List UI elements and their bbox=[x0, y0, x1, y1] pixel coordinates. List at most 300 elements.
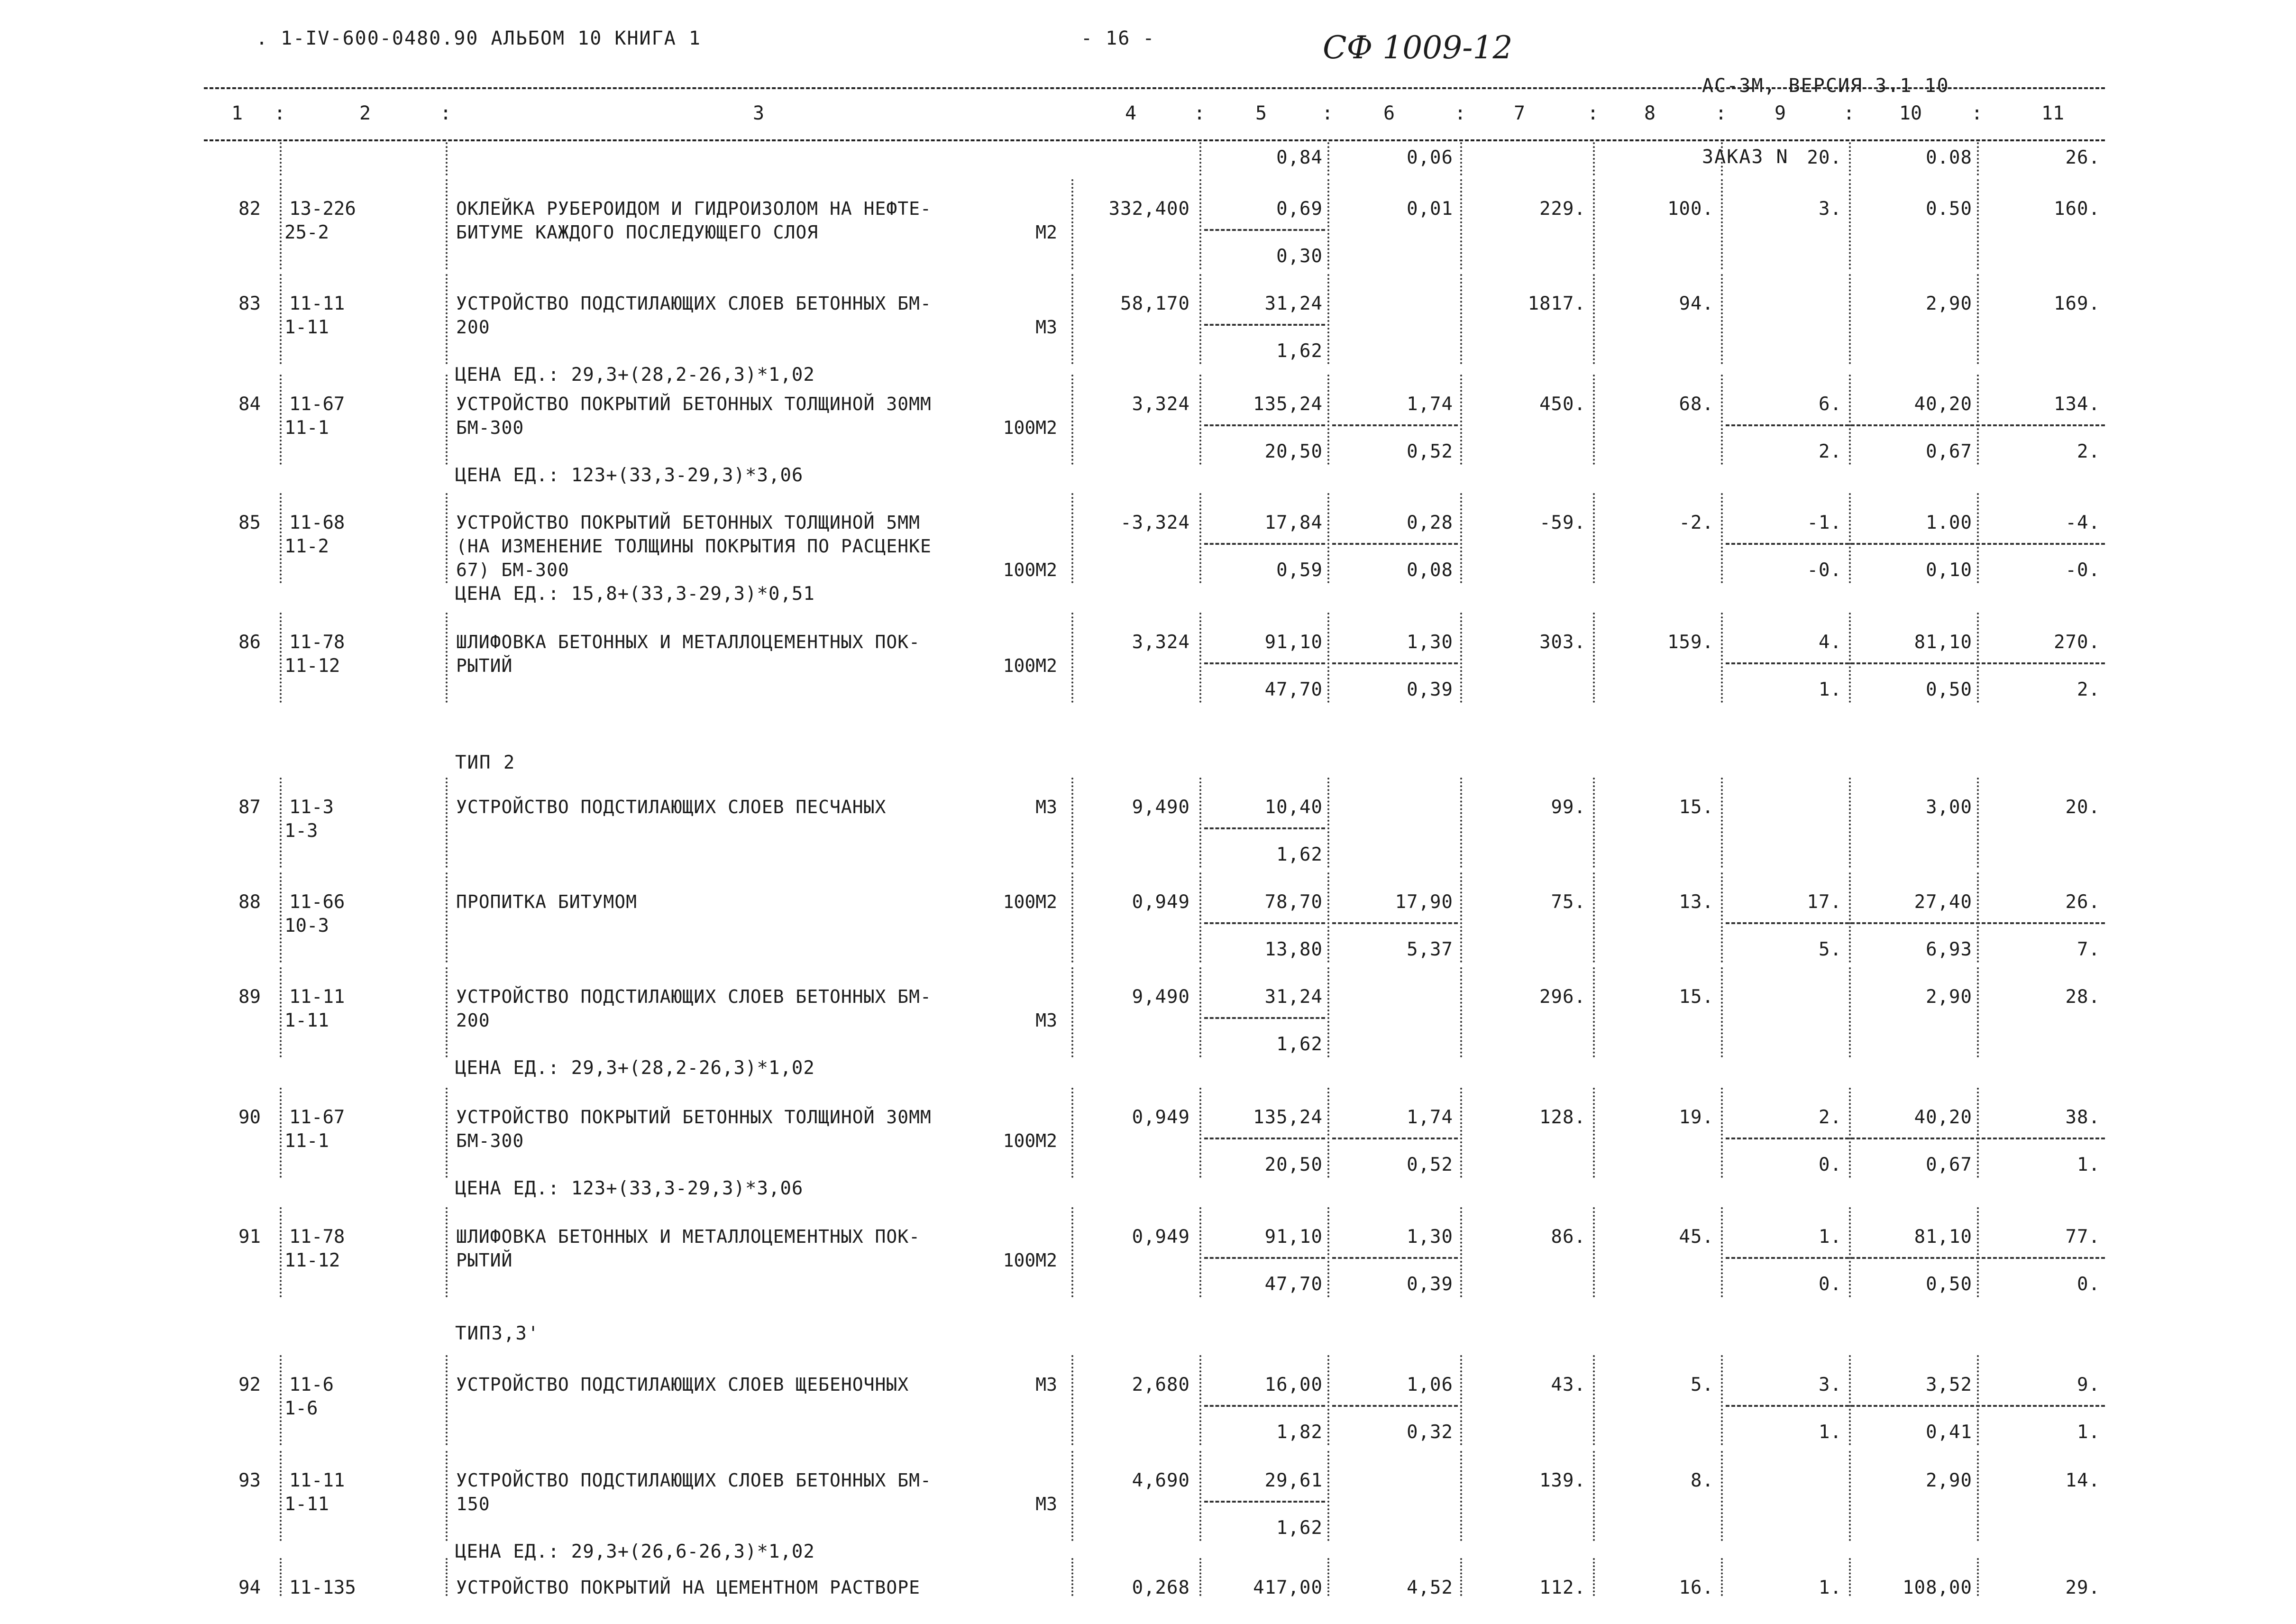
norm-code: 11-78 bbox=[289, 1226, 345, 1248]
column-separator bbox=[1849, 613, 1851, 703]
cell-divider bbox=[1332, 424, 1458, 426]
unit-cost-wage-cell: 1,82 bbox=[1276, 1422, 1323, 1443]
machine-wage-cell: 0,52 bbox=[1407, 441, 1453, 462]
unit-cost-wage-cell: 1,62 bbox=[1276, 340, 1323, 362]
quantity-cell: 0,268 bbox=[1132, 1577, 1190, 1598]
cell-divider bbox=[1726, 424, 2105, 426]
norm-code: 11-66 bbox=[289, 891, 345, 913]
norm-subcode: 1-11 bbox=[284, 1010, 329, 1031]
column-separator bbox=[1199, 1558, 1201, 1596]
column-separator bbox=[1071, 967, 1073, 1057]
column-separator bbox=[1849, 142, 1851, 175]
column-number: 11 bbox=[2041, 102, 2065, 124]
work-description-line: ШЛИФОВКА БЕТОННЫХ И МЕТАЛЛОЦЕМЕНТНЫХ ПОК- bbox=[456, 1226, 920, 1247]
column-number-separator: : bbox=[1971, 102, 1983, 124]
cell-divider bbox=[1204, 1138, 1325, 1139]
column-separator bbox=[1593, 493, 1595, 583]
column-separator bbox=[1849, 1355, 1851, 1445]
machine-total-cell: 6. bbox=[1819, 394, 1842, 415]
machine-cost-cell: 0,01 bbox=[1407, 198, 1453, 220]
unit-of-measure: М3 bbox=[1035, 1010, 1057, 1031]
norm-subcode: 11-2 bbox=[284, 536, 329, 557]
column-separator bbox=[280, 1451, 282, 1541]
column-separator bbox=[1721, 142, 1723, 175]
wage-total-cell: 68. bbox=[1679, 394, 1714, 415]
row-number: 90 bbox=[238, 1107, 261, 1128]
total-cost-cell: 1817. bbox=[1528, 293, 1586, 314]
wage-total-cell: 16. bbox=[1679, 1577, 1714, 1598]
norm-subcode: 11-12 bbox=[284, 655, 340, 677]
quantity-cell: 0,949 bbox=[1132, 1107, 1190, 1128]
work-description-line: ШЛИФОВКА БЕТОННЫХ И МЕТАЛЛОЦЕМЕНТНЫХ ПОК- bbox=[456, 632, 920, 652]
unit-cost-cell: 10,40 bbox=[1264, 797, 1323, 818]
column-separator bbox=[1199, 1207, 1201, 1297]
cell-divider bbox=[1726, 1405, 2105, 1407]
work-description-line: УСТРОЙСТВО ПОДСТИЛАЮЩИХ СЛОЕВ БЕТОННЫХ БМ- bbox=[456, 293, 932, 314]
column-separator bbox=[1849, 375, 1851, 465]
column-separator bbox=[1721, 967, 1723, 1057]
column-separator bbox=[1327, 1355, 1329, 1445]
machine-cost-cell: 1,06 bbox=[1407, 1374, 1453, 1395]
column-number-separator: : bbox=[274, 102, 286, 124]
labor-unit-machine-cell: 0,41 bbox=[1926, 1422, 1972, 1443]
norm-code: 11-11 bbox=[289, 293, 345, 314]
column-separator bbox=[1721, 613, 1723, 703]
labor-total-cell: 14. bbox=[2065, 1470, 2100, 1491]
labor-unit-cell: 2,90 bbox=[1926, 293, 1972, 314]
column-number: 2 bbox=[359, 102, 371, 124]
column-separator bbox=[1460, 1355, 1462, 1445]
cell-divider bbox=[1332, 1257, 1458, 1259]
quantity-cell: -3,324 bbox=[1120, 512, 1190, 533]
row-number: 86 bbox=[238, 632, 261, 653]
norm-code: 11-3 bbox=[289, 797, 334, 818]
total-cost-cell: 229. bbox=[1539, 198, 1586, 220]
work-description-line: УСТРОЙСТВО ПОДСТИЛАЮЩИХ СЛОЕВ ЩЕБЕНОЧНЫХ bbox=[456, 1374, 909, 1395]
labor-unit-cell: 2,90 bbox=[1926, 1470, 1972, 1491]
quantity-cell: 0,949 bbox=[1132, 891, 1190, 913]
column-separator bbox=[1327, 778, 1329, 868]
quantity-cell: 3,324 bbox=[1132, 632, 1190, 653]
total-cost-cell: 296. bbox=[1539, 986, 1586, 1008]
labor-total-cell: 77. bbox=[2065, 1226, 2100, 1248]
column-separator bbox=[1071, 493, 1073, 583]
unit-cost-cell: 135,24 bbox=[1253, 1107, 1323, 1128]
machine-cost-cell: 0,28 bbox=[1407, 512, 1453, 533]
wage-total-cell: 5. bbox=[1691, 1374, 1714, 1395]
norm-code: 11-11 bbox=[289, 986, 345, 1008]
column-number: 8 bbox=[1644, 102, 1656, 124]
column-separator bbox=[1071, 179, 1073, 269]
labor-unit-machine-cell: 0,67 bbox=[1926, 1154, 1972, 1175]
column-separator bbox=[1071, 1355, 1073, 1445]
labor-total-machine-cell: 2. bbox=[2077, 679, 2100, 700]
total-cost-cell: 303. bbox=[1539, 632, 1586, 653]
unit-cost-cell: 135,24 bbox=[1253, 394, 1323, 415]
column-separator bbox=[1849, 274, 1851, 364]
column-separator bbox=[1977, 613, 1979, 703]
norm-code: 11-135 bbox=[289, 1577, 356, 1598]
total-cost-cell: 75. bbox=[1551, 891, 1586, 913]
cell-divider bbox=[1204, 543, 1325, 545]
wage-total-cell: 19. bbox=[1679, 1107, 1714, 1128]
column-separator bbox=[1849, 1207, 1851, 1297]
column-separator bbox=[1593, 778, 1595, 868]
column-separator bbox=[1071, 274, 1073, 364]
column-separator bbox=[1071, 613, 1073, 703]
column-separator bbox=[1199, 142, 1201, 175]
unit-cost-cell: 91,10 bbox=[1264, 632, 1323, 653]
column-separator bbox=[1199, 967, 1201, 1057]
cell-divider bbox=[1332, 662, 1458, 664]
wage-total-cell: 159. bbox=[1667, 632, 1714, 653]
cell-divider bbox=[1332, 1405, 1458, 1407]
work-description-line: УСТРОЙСТВО ПОКРЫТИЙ НА ЦЕМЕНТНОМ РАСТВОРЕ bbox=[456, 1577, 920, 1598]
column-number: 10 bbox=[1899, 102, 1922, 124]
labor-unit-machine-cell: 0,50 bbox=[1926, 679, 1972, 700]
labor-unit-cell: 3,00 bbox=[1926, 797, 1972, 818]
work-description-line: УСТРОЙСТВО ПОКРЫТИЙ БЕТОННЫХ ТОЛЩИНОЙ 5ММ bbox=[456, 512, 920, 533]
quantity-cell: 9,490 bbox=[1132, 986, 1190, 1008]
labor-total-cell: 20. bbox=[2065, 797, 2100, 818]
column-separator bbox=[446, 872, 448, 963]
column-number-separator: : bbox=[439, 102, 452, 124]
machine-wage-cell: 0,32 bbox=[1407, 1422, 1453, 1443]
labor-unit-cell: 2,90 bbox=[1926, 986, 1972, 1008]
labor-total-cell: 28. bbox=[2065, 986, 2100, 1008]
column-separator bbox=[280, 274, 282, 364]
norm-code: 11-6 bbox=[289, 1374, 334, 1395]
carryover-c9: 20. bbox=[1807, 147, 1842, 168]
column-separator bbox=[1977, 179, 1979, 269]
column-separator bbox=[1327, 872, 1329, 963]
machine-total-cell: 1. bbox=[1819, 1577, 1842, 1598]
column-separator bbox=[1977, 967, 1979, 1057]
labor-unit-cell: 3,52 bbox=[1926, 1374, 1972, 1395]
unit-of-measure: 100М2 bbox=[1003, 1130, 1057, 1151]
column-separator bbox=[1593, 613, 1595, 703]
cell-divider bbox=[1726, 543, 2105, 545]
unit-cost-cell: 31,24 bbox=[1264, 986, 1323, 1008]
column-number: 3 bbox=[752, 102, 765, 124]
total-cost-cell: 128. bbox=[1539, 1107, 1586, 1128]
norm-subcode: 1-3 bbox=[284, 820, 318, 842]
column-separator bbox=[1460, 967, 1462, 1057]
labor-total-cell: 9. bbox=[2077, 1374, 2100, 1395]
column-separator bbox=[280, 1088, 282, 1178]
machine-total-wage-cell: -0. bbox=[1807, 560, 1842, 581]
column-separator bbox=[1721, 1207, 1723, 1297]
wage-total-cell: 8. bbox=[1691, 1470, 1714, 1491]
column-separator bbox=[1593, 274, 1595, 364]
work-description-line: УСТРОЙСТВО ПОКРЫТИЙ БЕТОННЫХ ТОЛЩИНОЙ 30ММ bbox=[456, 394, 932, 414]
wage-total-cell: 94. bbox=[1679, 293, 1714, 314]
column-separator bbox=[1721, 1088, 1723, 1178]
labor-total-cell: 29. bbox=[2065, 1577, 2100, 1598]
column-number-separator: : bbox=[1587, 102, 1599, 124]
quantity-cell: 3,324 bbox=[1132, 394, 1190, 415]
column-separator bbox=[1849, 967, 1851, 1057]
unit-cost-wage-cell: 20,50 bbox=[1264, 1154, 1323, 1175]
column-separator bbox=[280, 967, 282, 1057]
labor-total-cell: 26. bbox=[2065, 891, 2100, 913]
column-separator bbox=[1977, 778, 1979, 868]
labor-total-cell: -4. bbox=[2065, 512, 2100, 533]
column-separator bbox=[1460, 1207, 1462, 1297]
column-separator bbox=[1071, 1558, 1073, 1596]
labor-total-machine-cell: 0. bbox=[2077, 1274, 2100, 1295]
column-separator bbox=[1721, 493, 1723, 583]
norm-code: 13-226 bbox=[289, 198, 356, 220]
column-separator bbox=[1199, 613, 1201, 703]
machine-wage-cell: 0,39 bbox=[1407, 679, 1453, 700]
unit-price-formula: ЦЕНА ЕД.: 29,3+(28,2-26,3)*1,02 bbox=[455, 364, 815, 385]
unit-of-measure: 100М2 bbox=[1003, 1250, 1057, 1271]
unit-cost-cell: 78,70 bbox=[1264, 891, 1323, 913]
column-separator bbox=[1721, 1355, 1723, 1445]
labor-total-cell: 160. bbox=[2054, 198, 2100, 220]
column-separator bbox=[446, 375, 448, 465]
row-number: 94 bbox=[238, 1577, 261, 1598]
unit-cost-cell: 0,69 bbox=[1276, 198, 1323, 220]
norm-code: 11-67 bbox=[289, 394, 345, 415]
unit-cost-cell: 29,61 bbox=[1264, 1470, 1323, 1491]
unit-cost-cell: 417,00 bbox=[1253, 1577, 1323, 1598]
column-separator bbox=[1199, 872, 1201, 963]
norm-code: 11-68 bbox=[289, 512, 345, 533]
machine-wage-cell: 5,37 bbox=[1407, 939, 1453, 960]
quantity-cell: 332,400 bbox=[1108, 198, 1190, 220]
column-separator bbox=[1460, 179, 1462, 269]
carryover-c11: 26. bbox=[2065, 147, 2100, 168]
column-separator bbox=[1071, 872, 1073, 963]
column-separator bbox=[1721, 1451, 1723, 1541]
machine-total-cell: 3. bbox=[1819, 198, 1842, 220]
column-separator bbox=[1327, 1558, 1329, 1596]
norm-subcode: 11-12 bbox=[284, 1250, 340, 1271]
labor-total-cell: 270. bbox=[2054, 632, 2100, 653]
machine-cost-cell: 1,30 bbox=[1407, 632, 1453, 653]
column-separator bbox=[1460, 142, 1462, 175]
unit-cost-wage-cell: 47,70 bbox=[1264, 679, 1323, 700]
norm-code: 11-78 bbox=[289, 632, 345, 653]
machine-total-cell: 3. bbox=[1819, 1374, 1842, 1395]
column-separator bbox=[1460, 1451, 1462, 1541]
column-separator bbox=[280, 142, 282, 175]
unit-of-measure: 100М2 bbox=[1003, 655, 1057, 676]
work-description-line: УСТРОЙСТВО ПОДСТИЛАЮЩИХ СЛОЕВ ПЕСЧАНЫХ bbox=[456, 797, 887, 817]
total-cost-cell: 43. bbox=[1551, 1374, 1586, 1395]
column-separator bbox=[1199, 1451, 1201, 1541]
norm-subcode: 10-3 bbox=[284, 915, 329, 936]
labor-unit-machine-cell: 0,67 bbox=[1926, 441, 1972, 462]
machine-wage-cell: 0,39 bbox=[1407, 1274, 1453, 1295]
column-separator bbox=[446, 613, 448, 703]
norm-code: 11-67 bbox=[289, 1107, 345, 1128]
column-separator bbox=[446, 1451, 448, 1541]
row-number: 89 bbox=[238, 986, 261, 1008]
column-separator bbox=[446, 179, 448, 269]
work-description-line: ОКЛЕЙКА РУБЕРОИДОМ И ГИДРОИЗОЛОМ НА НЕФТЕ- bbox=[456, 198, 932, 219]
column-separator bbox=[1721, 872, 1723, 963]
machine-total-wage-cell: 1. bbox=[1819, 1422, 1842, 1443]
column-separator bbox=[1460, 613, 1462, 703]
column-separator bbox=[446, 142, 448, 175]
column-separator bbox=[280, 778, 282, 868]
header-rule-top bbox=[204, 87, 2105, 89]
column-separator bbox=[1721, 375, 1723, 465]
labor-unit-machine-cell: 6,93 bbox=[1926, 939, 1972, 960]
machine-total-wage-cell: 0. bbox=[1819, 1154, 1842, 1175]
column-separator bbox=[446, 967, 448, 1057]
column-separator bbox=[1977, 1088, 1979, 1178]
cell-divider bbox=[1204, 424, 1325, 426]
column-number: 7 bbox=[1513, 102, 1526, 124]
column-separator bbox=[280, 613, 282, 703]
labor-unit-cell: 1.00 bbox=[1926, 512, 1972, 533]
column-separator bbox=[1460, 1088, 1462, 1178]
wage-total-cell: 15. bbox=[1679, 797, 1714, 818]
cell-divider bbox=[1332, 1138, 1458, 1139]
quantity-cell: 9,490 bbox=[1132, 797, 1190, 818]
column-separator bbox=[1199, 1355, 1201, 1445]
work-description-line: ПРОПИТКА БИТУМОМ bbox=[456, 891, 638, 912]
norm-code: 11-11 bbox=[289, 1470, 345, 1491]
column-separator bbox=[446, 1088, 448, 1178]
total-cost-cell: 99. bbox=[1551, 797, 1586, 818]
column-number: 4 bbox=[1125, 102, 1137, 124]
document-reference: . 1-IV-600-0480.90 АЛЬБОМ 10 КНИГА 1 bbox=[256, 28, 701, 49]
unit-of-measure: 100М2 bbox=[1003, 891, 1057, 912]
work-description-line: 150 bbox=[456, 1494, 490, 1514]
column-separator bbox=[1199, 493, 1201, 583]
labor-unit-cell: 27,40 bbox=[1914, 891, 1972, 913]
quantity-cell: 4,690 bbox=[1132, 1470, 1190, 1491]
column-separator bbox=[446, 1207, 448, 1297]
column-separator bbox=[1593, 375, 1595, 465]
labor-total-machine-cell: -0. bbox=[2065, 560, 2100, 581]
column-separator bbox=[1977, 274, 1979, 364]
norm-subcode: 11-1 bbox=[284, 1130, 329, 1152]
column-separator bbox=[1593, 1558, 1595, 1596]
machine-cost-cell: 4,52 bbox=[1407, 1577, 1453, 1598]
page-number: - 16 - bbox=[1081, 28, 1155, 49]
labor-total-cell: 134. bbox=[2054, 394, 2100, 415]
labor-total-cell: 38. bbox=[2065, 1107, 2100, 1128]
column-separator bbox=[1327, 274, 1329, 364]
column-separator bbox=[1199, 274, 1201, 364]
unit-of-measure: М3 bbox=[1035, 1374, 1057, 1395]
column-separator bbox=[1327, 142, 1329, 175]
machine-total-wage-cell: 2. bbox=[1819, 441, 1842, 462]
cell-divider bbox=[1726, 1138, 2105, 1139]
column-number: 1 bbox=[231, 102, 243, 124]
cell-divider bbox=[1204, 1257, 1325, 1259]
norm-subcode: 25-2 bbox=[284, 222, 329, 243]
column-separator bbox=[1071, 375, 1073, 465]
column-separator bbox=[1593, 1451, 1595, 1541]
cell-divider bbox=[1726, 922, 2105, 924]
column-separator bbox=[1977, 375, 1979, 465]
unit-cost-cell: 31,24 bbox=[1264, 293, 1323, 314]
machine-cost-cell: 17,90 bbox=[1395, 891, 1453, 913]
cell-divider bbox=[1204, 324, 1325, 326]
row-number: 88 bbox=[238, 891, 261, 913]
column-separator bbox=[446, 1355, 448, 1445]
column-separator bbox=[1327, 1451, 1329, 1541]
column-separator bbox=[1460, 493, 1462, 583]
work-description-line: УСТРОЙСТВО ПОДСТИЛАЮЩИХ СЛОЕВ БЕТОННЫХ БМ- bbox=[456, 986, 932, 1007]
labor-total-machine-cell: 1. bbox=[2077, 1154, 2100, 1175]
column-separator bbox=[1721, 1558, 1723, 1596]
column-separator bbox=[1977, 1558, 1979, 1596]
machine-total-cell: 1. bbox=[1819, 1226, 1842, 1248]
total-cost-cell: 450. bbox=[1539, 394, 1586, 415]
column-separator bbox=[1199, 778, 1201, 868]
machine-cost-cell: 1,74 bbox=[1407, 1107, 1453, 1128]
column-separator bbox=[1721, 778, 1723, 868]
unit-price-formula: ЦЕНА ЕД.: 123+(33,3-29,3)*3,06 bbox=[455, 1178, 804, 1199]
work-description-line: 200 bbox=[456, 1010, 490, 1031]
column-separator bbox=[1071, 778, 1073, 868]
column-separator bbox=[1460, 375, 1462, 465]
work-description-line: УСТРОЙСТВО ПОКРЫТИЙ БЕТОННЫХ ТОЛЩИНОЙ 30ММ bbox=[456, 1107, 932, 1128]
cell-divider bbox=[1204, 662, 1325, 664]
unit-cost-wage-cell: 1,62 bbox=[1276, 1034, 1323, 1055]
column-separator bbox=[1593, 1355, 1595, 1445]
row-number: 91 bbox=[238, 1226, 261, 1248]
column-separator bbox=[1977, 142, 1979, 175]
work-description-line: РЫТИЙ bbox=[456, 655, 513, 676]
cell-divider bbox=[1204, 922, 1325, 924]
order-line: ЗАКАЗ N bbox=[1702, 146, 1789, 168]
machine-wage-cell: 0,08 bbox=[1407, 560, 1453, 581]
labor-unit-cell: 108,00 bbox=[1903, 1577, 1972, 1598]
labor-unit-machine-cell: 0,10 bbox=[1926, 560, 1972, 581]
column-separator bbox=[1071, 1451, 1073, 1541]
machine-cost-cell: 1,30 bbox=[1407, 1226, 1453, 1248]
column-separator bbox=[280, 1355, 282, 1445]
column-separator bbox=[1977, 872, 1979, 963]
carryover-c6: 0,06 bbox=[1407, 147, 1453, 168]
column-separator bbox=[1327, 613, 1329, 703]
cell-divider bbox=[1204, 827, 1325, 829]
column-number-separator: : bbox=[1454, 102, 1466, 124]
column-separator bbox=[280, 179, 282, 269]
column-number: 5 bbox=[1255, 102, 1267, 124]
column-separator bbox=[446, 493, 448, 583]
work-description-line: УСТРОЙСТВО ПОДСТИЛАЮЩИХ СЛОЕВ БЕТОННЫХ БМ- bbox=[456, 1470, 932, 1491]
unit-cost-wage-cell: 13,80 bbox=[1264, 939, 1323, 960]
row-number: 82 bbox=[238, 198, 261, 220]
header-rule-bottom bbox=[204, 139, 2105, 141]
column-number-separator: : bbox=[1715, 102, 1727, 124]
unit-of-measure: 100М2 bbox=[1003, 560, 1057, 580]
quantity-cell: 0,949 bbox=[1132, 1226, 1190, 1248]
work-description-line: (НА ИЗМЕНЕНИЕ ТОЛЩИНЫ ПОКРЫТИЯ ПО РАСЦЕНКЕ bbox=[456, 536, 932, 557]
total-cost-cell: 86. bbox=[1551, 1226, 1586, 1248]
labor-unit-machine-cell: 0,50 bbox=[1926, 1274, 1972, 1295]
unit-cost-wage-cell: 1,62 bbox=[1276, 844, 1323, 865]
wage-total-cell: 15. bbox=[1679, 986, 1714, 1008]
column-separator bbox=[1721, 179, 1723, 269]
column-separator bbox=[1199, 1088, 1201, 1178]
column-separator bbox=[1849, 778, 1851, 868]
labor-total-machine-cell: 1. bbox=[2077, 1422, 2100, 1443]
column-separator bbox=[1849, 1451, 1851, 1541]
unit-price-formula: ЦЕНА ЕД.: 29,3+(26,6-26,3)*1,02 bbox=[455, 1541, 815, 1562]
unit-cost-wage-cell: 0,59 bbox=[1276, 560, 1323, 581]
